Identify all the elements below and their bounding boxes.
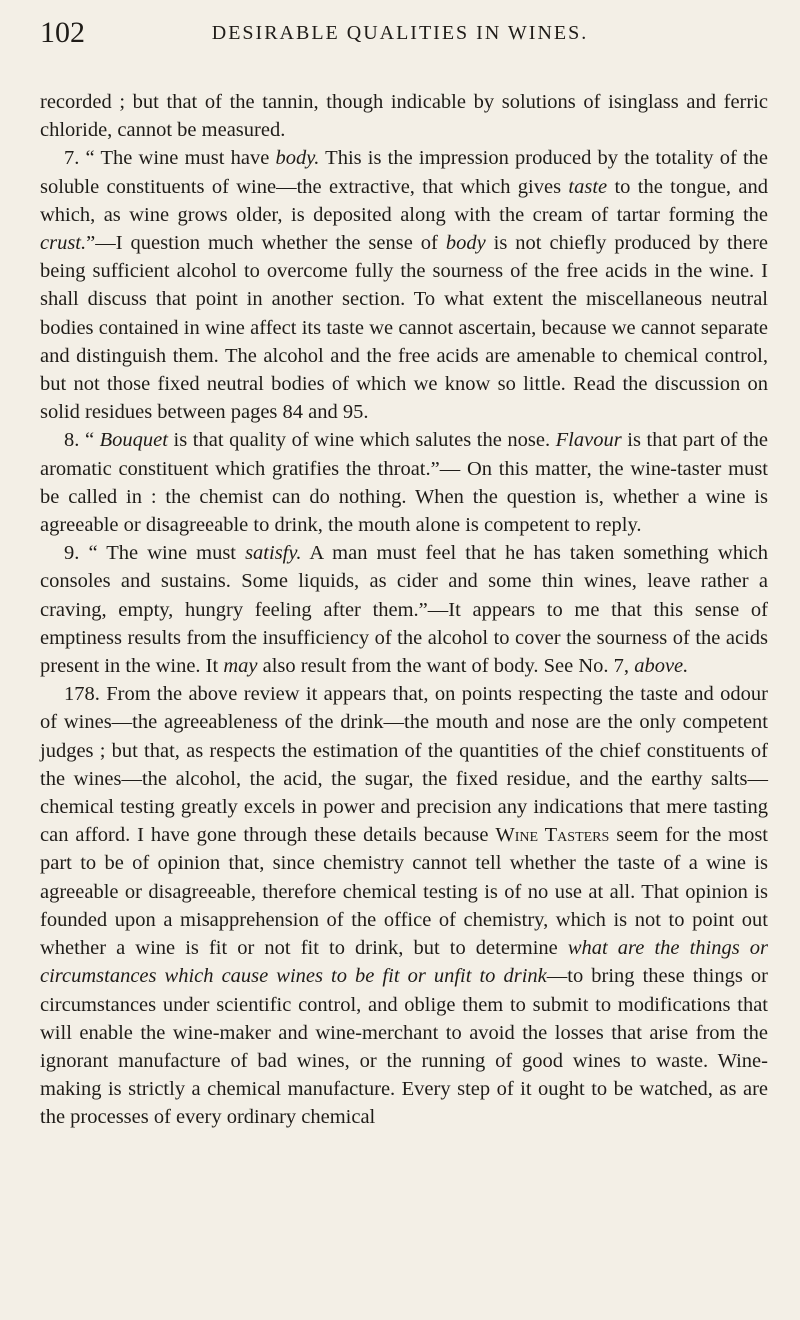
text-run: 8. “: [64, 429, 100, 452]
paragraph-item-7: [40, 144, 768, 426]
italic-text-run: body.: [275, 147, 320, 170]
text-run: ”—I question much whether the sense of: [86, 232, 446, 255]
text-run: is not chiefly produced by there being sufficient alcohol to overcome fully the sourness of the free acids in the wine. I shall discuss that point in another section. To what extent the miscellaneous neutral bodies contained in wine affect its taste we cannot ascertain, because we cannot separate and distinguish them. The alcohol and the free acids are amenable to chemical control, but not those fixed neutral bodies of which we know so little. Read the discussion on solid residues between pages 84 and 95.: [40, 232, 768, 424]
text-run: to the tongue, and which, as wine grows older, is deposited along with the cream of tartar forming the: [40, 175, 768, 226]
italic-text-run: what are the things or circumstances which cause wines to be fit or unfit to drink: [40, 937, 768, 988]
page-body: [40, 88, 768, 1132]
paragraph-item-9: [40, 539, 768, 680]
text-run: is that part of the aromatic constituent which gratifies the throat.”— On this matter, the wine-taster must be called in : the chemist can do nothing. When the question is, whether a wine is agreeable or disagreeable to drink, the mouth alone is competent to reply.: [40, 429, 768, 537]
text-run: 9. “ The wine must: [64, 542, 246, 565]
running-title: DESIRABLE QUALITIES IN WINES.: [211, 22, 589, 44]
paragraph-item-8: [40, 426, 768, 539]
italic-text-run: taste: [568, 175, 608, 198]
text-run: 178. From the above review it appears that, on points respecting the taste and odour of wines—the agreeableness of the drink—the mouth and nose are the only competent judges ; but that, as respects the estimation of the quantities of the chief constituents of the wines—the alcohol, the acid, the sugar, the fixed residue, and the earthy salts— chemical testing greatly excels in power and precision any indications that mere tasting can afford. I have gone through these details because: [40, 683, 768, 847]
italic-text-run: Bouquet: [99, 429, 168, 452]
paragraph-section-178: [40, 680, 768, 1131]
text-run: also result from the want of body. See No. 7,: [257, 655, 635, 678]
text-run: 7. “ The wine must have: [64, 147, 276, 170]
italic-text-run: above.: [634, 655, 689, 678]
italic-text-run: satisfy.: [245, 542, 302, 565]
text-run: recorded ; but that of the tannin, though indicable by solutions of isinglass and ferric chloride, cannot be measured.: [40, 91, 768, 142]
italic-text-run: may: [223, 655, 258, 678]
text-run: seem for the most part to be of opinion that, since chemistry cannot tell whether the taste of a wine is agreeable or disagreeable, therefore chemical testing is of no use at all. That opinion is founded upon a misapprehension of the office of chemistry, which is not to point out whether a wine is fit or not fit to drink, but to determine: [40, 824, 768, 960]
text-run: This is the impression produced by the totality of the soluble constituents of wine—the extractive, that which gives: [40, 147, 769, 198]
text-run: is that quality of wine which salutes the nose.: [167, 429, 556, 452]
italic-text-run: Flavour: [555, 429, 622, 452]
small-caps-text-run: Wine Tasters: [495, 824, 610, 847]
paragraph-continuation: [40, 88, 768, 144]
page-number: 102: [40, 16, 85, 49]
page-header: [0, 0, 800, 70]
italic-text-run: body: [445, 232, 486, 255]
text-run: A man must feel that he has taken something which consoles and sustains. Some liquids, as cider and some thin wines, leave rather a craving, empty, hungry feeling after them.”—It appears to me that this sense of emptiness results from the insufficiency of the alcohol to cover the sourness of the acids present in the wine. It: [40, 542, 768, 678]
italic-text-run: crust.: [40, 232, 87, 255]
text-run: —to bring these things or circumstances under scientific control, and oblige them to submit to modifications that will enable the wine-maker and wine-merchant to avoid the losses that arise from the ignorant manufacture of bad wines, or the running of good wines to waste. Wine-making is strictly a chemical manufacture. Every step of it ought to be watched, as are the processes of every ordinary chemical: [40, 965, 768, 1129]
